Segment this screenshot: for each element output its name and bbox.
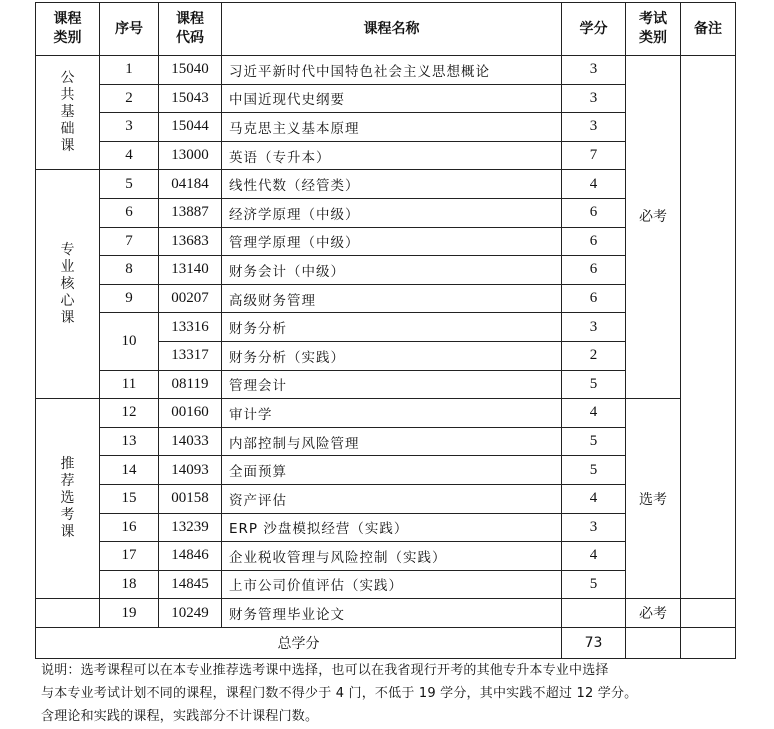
group-recommended-elective: 推荐选考课 [36, 399, 100, 599]
cell-credit: 6 [562, 227, 626, 256]
cell-seq: 19 [100, 599, 159, 628]
explanatory-note [41, 659, 761, 728]
cell-name: 管理学原理（中级） [222, 227, 562, 256]
cell-credit: 2 [562, 341, 626, 370]
cell-credit: 6 [562, 198, 626, 227]
exam-required-block [626, 56, 681, 399]
cell-seq: 6 [100, 198, 159, 227]
cell-code: 14033 [159, 427, 222, 456]
exam-elective-block: 选考 [626, 399, 681, 599]
table-row [36, 599, 736, 628]
cell-name: 企业税收管理与风险控制（实践） [222, 542, 562, 571]
note-line-1: 说明：选考课程可以在本专业推荐选考课中选择，也可以在我省现行开考的其他专升本专业中选择 [41, 663, 609, 678]
cell-seq: 14 [100, 456, 159, 485]
header-code: 课程 代码 [159, 3, 222, 56]
cell-name: 财务会计（中级） [222, 256, 562, 285]
header-name: 课程名称 [222, 3, 562, 56]
header-credit: 学分 [562, 3, 626, 56]
cell-credit: 4 [562, 399, 626, 428]
cell-name: 经济学原理（中级） [222, 198, 562, 227]
total-value: 73 [562, 627, 626, 658]
cell-seq: 1 [100, 56, 159, 85]
table-header-row [36, 3, 736, 56]
cell-name: 马克思主义基本原理 [222, 113, 562, 142]
cell-code: 15040 [159, 56, 222, 85]
cell-credit: 7 [562, 141, 626, 170]
cell-seq: 4 [100, 141, 159, 170]
cell-code: 13683 [159, 227, 222, 256]
header-seq: 序号 [100, 3, 159, 56]
cell-credit [562, 599, 626, 628]
cell-credit: 6 [562, 284, 626, 313]
cell-seq: 16 [100, 513, 159, 542]
cell-credit: 3 [562, 313, 626, 342]
cell-name: 高级财务管理 [222, 284, 562, 313]
cell-name: 中国近现代史纲要 [222, 84, 562, 113]
cell-name: 全面预算 [222, 456, 562, 485]
cell-name: 内部控制与风险管理 [222, 427, 562, 456]
cell-credit: 3 [562, 113, 626, 142]
cell-code: 13887 [159, 198, 222, 227]
header-remark: 备注 [681, 3, 736, 56]
group-major-core: 专业核心课 [36, 170, 100, 399]
cell-code: 00207 [159, 284, 222, 313]
cell-code: 14846 [159, 542, 222, 571]
group-thesis-empty [36, 599, 100, 628]
cell-credit: 4 [562, 170, 626, 199]
total-row [36, 627, 736, 658]
table-row [36, 399, 736, 428]
cell-name: 习近平新时代中国特色社会主义思想概论 [222, 56, 562, 85]
cell-code: 08119 [159, 370, 222, 399]
cell-seq: 15 [100, 484, 159, 513]
cell-credit: 5 [562, 456, 626, 485]
total-label: 总学分 [36, 627, 562, 658]
cell-name: 财务管理毕业论文 [222, 599, 562, 628]
cell-credit: 3 [562, 84, 626, 113]
cell-seq: 3 [100, 113, 159, 142]
cell-seq: 11 [100, 370, 159, 399]
cell-code: 13000 [159, 141, 222, 170]
cell-code: 14845 [159, 570, 222, 599]
cell-seq: 2 [100, 84, 159, 113]
cell-code: 13316 [159, 313, 222, 342]
header-category: 课程 类别 [36, 3, 100, 56]
table-row [36, 56, 736, 85]
exam-plan-sheet [35, 2, 735, 659]
cell-name: 英语（专升本） [222, 141, 562, 170]
cell-code: 15044 [159, 113, 222, 142]
total-remark-empty [681, 627, 736, 658]
cell-name: 管理会计 [222, 370, 562, 399]
group-public-basic: 公共基础课 [36, 56, 100, 170]
cell-code: 13317 [159, 341, 222, 370]
cell-name: 资产评估 [222, 484, 562, 513]
remark-thesis [681, 599, 736, 628]
cell-credit: 5 [562, 570, 626, 599]
cell-code: 15043 [159, 84, 222, 113]
cell-credit: 6 [562, 256, 626, 285]
cell-seq: 12 [100, 399, 159, 428]
header-exam-type: 考试 类别 [626, 3, 681, 56]
cell-code: 13140 [159, 256, 222, 285]
cell-seq: 9 [100, 284, 159, 313]
note-line-2: 与本专业考试计划不同的课程，课程门数不得少于 4 门，不低于 19 学分，其中实践不超过 12 学分。 [41, 686, 638, 701]
exam-thesis-required: 必考 [626, 599, 681, 628]
remark-column [681, 56, 736, 599]
cell-seq: 8 [100, 256, 159, 285]
cell-code: 04184 [159, 170, 222, 199]
cell-seq: 13 [100, 427, 159, 456]
cell-code: 00160 [159, 399, 222, 428]
cell-seq: 7 [100, 227, 159, 256]
cell-name: ERP 沙盘模拟经营（实践） [222, 513, 562, 542]
cell-code: 00158 [159, 484, 222, 513]
cell-credit: 4 [562, 542, 626, 571]
cell-name: 线性代数（经管类） [222, 170, 562, 199]
cell-name: 财务分析（实践） [222, 341, 562, 370]
cell-credit: 5 [562, 370, 626, 399]
cell-credit: 3 [562, 513, 626, 542]
cell-seq: 18 [100, 570, 159, 599]
exam-required-label: 必考 [639, 209, 667, 225]
cell-credit: 5 [562, 427, 626, 456]
cell-code: 14093 [159, 456, 222, 485]
cell-seq: 5 [100, 170, 159, 199]
cell-name: 审计学 [222, 399, 562, 428]
note-line-3: 含理论和实践的课程，实践部分不计课程门数。 [41, 709, 319, 724]
cell-seq: 10 [100, 313, 159, 370]
cell-name: 财务分析 [222, 313, 562, 342]
cell-credit: 4 [562, 484, 626, 513]
cell-credit: 3 [562, 56, 626, 85]
course-plan-table [35, 2, 736, 659]
total-exam-empty [626, 627, 681, 658]
cell-code: 13239 [159, 513, 222, 542]
cell-code: 10249 [159, 599, 222, 628]
cell-name: 上市公司价值评估（实践） [222, 570, 562, 599]
cell-seq: 17 [100, 542, 159, 571]
